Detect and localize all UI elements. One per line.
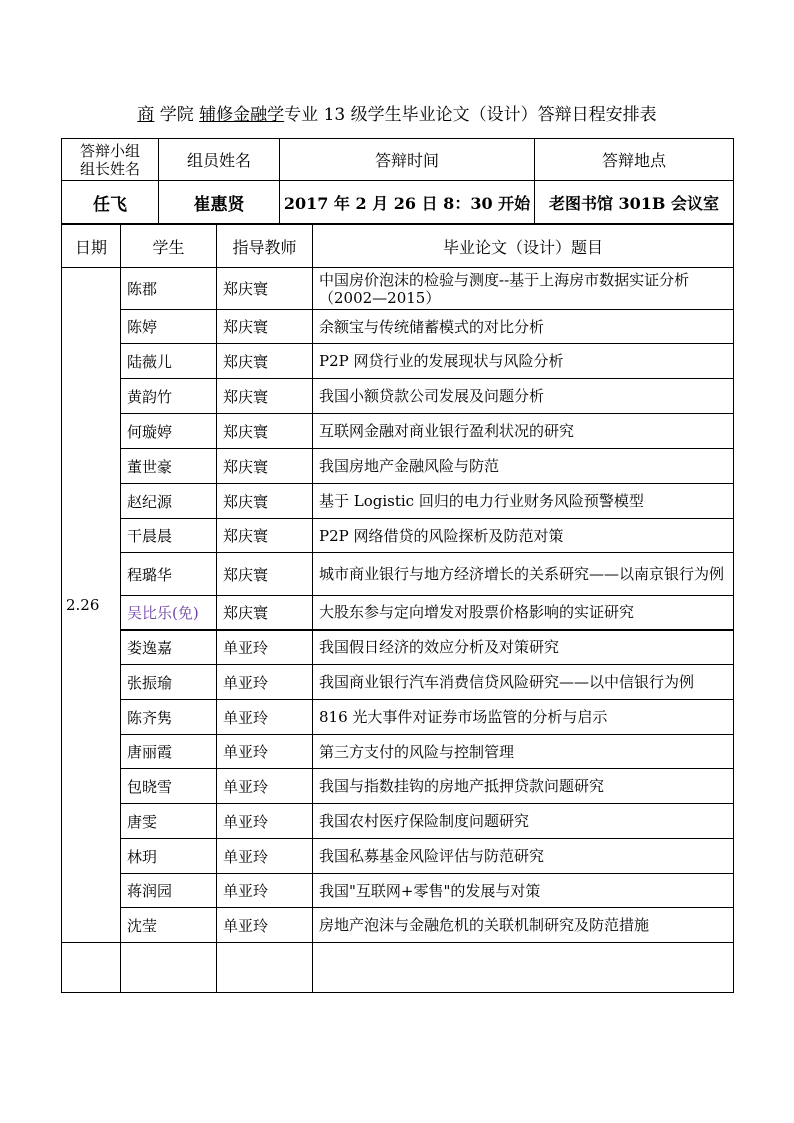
thesis-title: 我国假日经济的效应分析及对策研究 [313, 630, 734, 665]
advisor-name: 郑庆寰 [217, 553, 313, 596]
thesis-title: 我国"互联网+零售"的发展与对策 [313, 874, 734, 908]
table-row [62, 665, 734, 700]
student-name: 张振瑜 [121, 665, 217, 700]
advisor-name: 郑庆寰 [217, 414, 313, 449]
table-row [62, 943, 734, 993]
defense-place: 老图书馆 301B 会议室 [535, 181, 734, 224]
table-row [62, 310, 734, 344]
student-name: 吴比乐(免) [121, 596, 217, 630]
school-name: 商 [137, 105, 155, 125]
student-name: 何璇婷 [121, 414, 217, 449]
student-name: 干晨晨 [121, 519, 217, 553]
advisor-name: 单亚玲 [217, 874, 313, 908]
schedule-table [61, 224, 734, 993]
schedule-date: 2.26 [62, 268, 121, 943]
thesis-title: 816 光大事件对证券市场监管的分析与启示 [313, 700, 734, 735]
leader-header: 答辩小组组长姓名 [62, 139, 159, 181]
school-suffix: 学院 [154, 105, 194, 125]
table-row [62, 596, 734, 630]
place-header: 答辩地点 [535, 139, 734, 181]
members-header: 组员姓名 [159, 139, 280, 181]
table-row [62, 449, 734, 484]
thesis-title: 互联网金融对商业银行盈利状况的研究 [313, 414, 734, 449]
defense-time: 2017 年 2 月 26 日 8：30 开始 [280, 181, 535, 224]
student-name [121, 943, 217, 993]
student-name: 程璐华 [121, 553, 217, 596]
document-title [0, 103, 794, 127]
thesis-title: 余额宝与传统储蓄模式的对比分析 [313, 310, 734, 344]
major-name: 辅修金融学 [199, 105, 285, 125]
student-name: 蒋润园 [121, 874, 217, 908]
defense-info-table [61, 138, 734, 224]
advisor-name: 郑庆寰 [217, 596, 313, 630]
advisor-name: 郑庆寰 [217, 379, 313, 414]
student-name: 陈婷 [121, 310, 217, 344]
student-name: 董世豪 [121, 449, 217, 484]
student-name: 赵纪源 [121, 484, 217, 519]
thesis-title: 我国房地产金融风险与防范 [313, 449, 734, 484]
thesis-title: 城市商业银行与地方经济增长的关系研究——以南京银行为例 [313, 553, 734, 596]
advisor-name [217, 943, 313, 993]
advisor-name: 郑庆寰 [217, 310, 313, 344]
leader-name: 任飞 [62, 181, 159, 224]
title-rest: 专业 13 级学生毕业论文（设计）答辩日程安排表 [284, 105, 657, 125]
advisor-name: 单亚玲 [217, 735, 313, 769]
advisor-header: 指导教师 [217, 225, 313, 268]
advisor-name: 单亚玲 [217, 908, 313, 943]
advisor-name: 单亚玲 [217, 665, 313, 700]
table-row [62, 344, 734, 379]
member-name: 崔惠贤 [159, 181, 280, 224]
student-header: 学生 [121, 225, 217, 268]
table-row [62, 908, 734, 943]
table-row [62, 379, 734, 414]
advisor-name: 郑庆寰 [217, 449, 313, 484]
student-name: 陆薇儿 [121, 344, 217, 379]
table-row [62, 553, 734, 596]
student-name: 包晓雪 [121, 769, 217, 804]
thesis-title: 我国商业银行汽车消费信贷风险研究——以中信银行为例 [313, 665, 734, 700]
student-name: 黄韵竹 [121, 379, 217, 414]
student-name: 娄逸嘉 [121, 630, 217, 665]
advisor-name: 郑庆寰 [217, 344, 313, 379]
advisor-name: 单亚玲 [217, 630, 313, 665]
thesis-title: 第三方支付的风险与控制管理 [313, 735, 734, 769]
advisor-name: 单亚玲 [217, 839, 313, 874]
advisor-name: 单亚玲 [217, 804, 313, 839]
thesis-title: P2P 网络借贷的风险探析及防范对策 [313, 519, 734, 553]
table-row [62, 414, 734, 449]
empty-date-cell [62, 943, 121, 993]
advisor-name: 单亚玲 [217, 769, 313, 804]
thesis-title: 我国小额贷款公司发展及问题分析 [313, 379, 734, 414]
student-name: 唐丽霞 [121, 735, 217, 769]
table-row [62, 268, 734, 310]
table-row [62, 804, 734, 839]
advisor-name: 郑庆寰 [217, 484, 313, 519]
thesis-title: 房地产泡沫与金融危机的关联机制研究及防范措施 [313, 908, 734, 943]
thesis-title [313, 943, 734, 993]
thesis-title: 基于 Logistic 回归的电力行业财务风险预警模型 [313, 484, 734, 519]
thesis-title: 中国房价泡沫的检验与测度--基于上海房市数据实证分析（2002—2015） [313, 268, 734, 310]
thesis-title: 大股东参与定向增发对股票价格影响的实证研究 [313, 596, 734, 630]
table-row [62, 484, 734, 519]
table-row [62, 874, 734, 908]
student-name: 林玥 [121, 839, 217, 874]
table-row [62, 630, 734, 665]
student-name: 沈莹 [121, 908, 217, 943]
student-name: 陈齐隽 [121, 700, 217, 735]
table-row [62, 769, 734, 804]
table-row [62, 839, 734, 874]
advisor-name: 单亚玲 [217, 700, 313, 735]
time-header: 答辩时间 [280, 139, 535, 181]
advisor-name: 郑庆寰 [217, 268, 313, 310]
topic-header: 毕业论文（设计）题目 [313, 225, 734, 268]
advisor-name: 郑庆寰 [217, 519, 313, 553]
thesis-title: 我国农村医疗保险制度问题研究 [313, 804, 734, 839]
table-row [62, 700, 734, 735]
date-header: 日期 [62, 225, 121, 268]
student-name: 陈郡 [121, 268, 217, 310]
thesis-title: 我国私募基金风险评估与防范研究 [313, 839, 734, 874]
student-name: 唐雯 [121, 804, 217, 839]
table-row [62, 735, 734, 769]
table-row [62, 519, 734, 553]
thesis-title: 我国与指数挂钩的房地产抵押贷款问题研究 [313, 769, 734, 804]
thesis-title: P2P 网贷行业的发展现状与风险分析 [313, 344, 734, 379]
